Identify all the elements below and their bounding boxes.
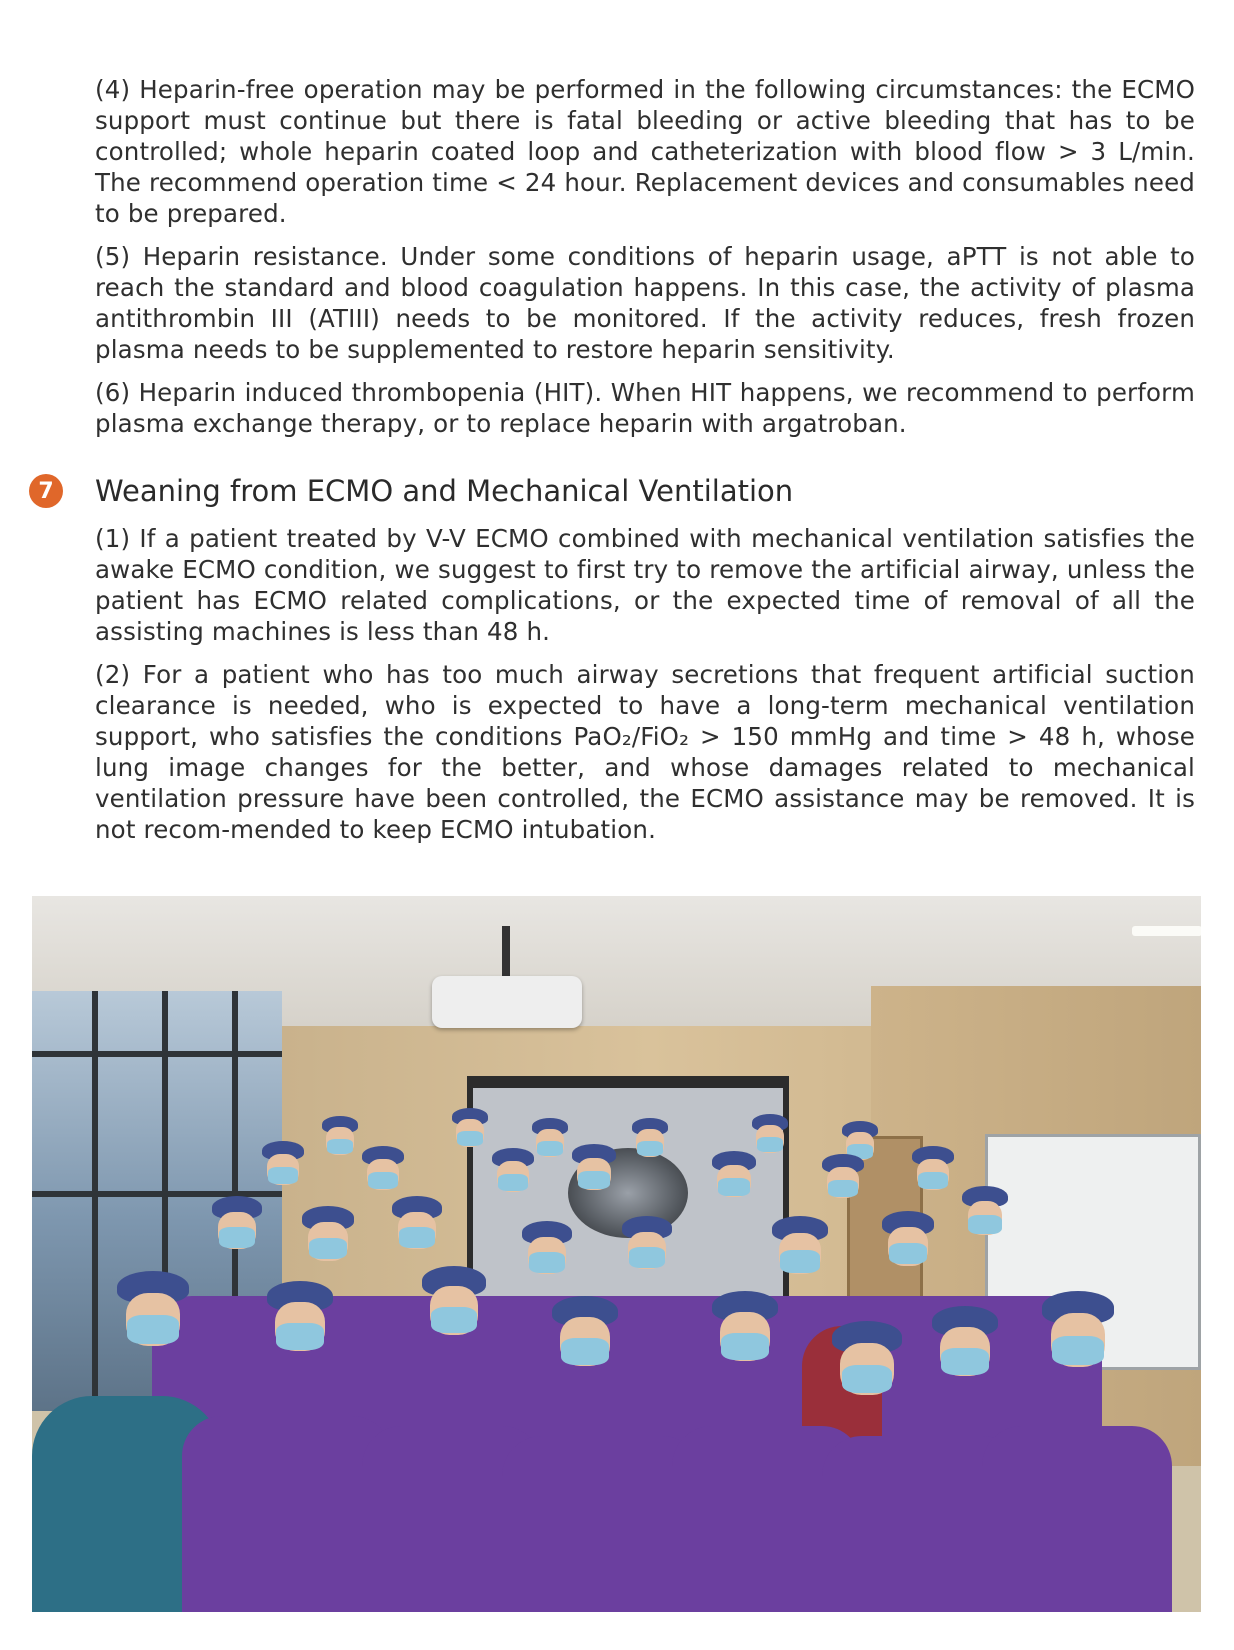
medical-team: [32, 1226, 1201, 1612]
paragraph-heparin-free: (4) Heparin-free operation may be performed in the following circumstances: the ECMO support must continue but there is fatal bleeding or active bleeding that has to be controlled; whole heparin coated loop and catheterization with blood flow > 3 L/min. The recommend operation time < 24 hour. Replacement devices and consumables need to be prepared.: [95, 75, 1195, 228]
team-photo: [32, 896, 1201, 1612]
section-title: Weaning from ECMO and Mechanical Ventilation: [95, 474, 794, 508]
paragraph-hit: (6) Heparin induced thrombopenia (HIT). When HIT happens, we recommend to perform plasma exchange therapy, or to replace heparin with argatroban.: [95, 378, 1195, 438]
projector: [432, 976, 582, 1028]
paragraph-weaning-2: (2) For a patient who has too much airway secretions that frequent artificial suction clearance is needed, who is expected to have a long-term mechanical ventilation support, who satisfies the conditions PaO₂/FiO₂ > 150 mmHg and time > 48 h, whose lung image changes for the better, and whose damages related to mechanical ventilation pressure have been controlled, the ECMO assistance may be removed. It is not recom-mended to keep ECMO intubation.: [95, 660, 1195, 844]
document-body: [38, 74, 1195, 857]
paragraph-weaning-1: (1) If a patient treated by V-V ECMO combined with mechanical ventilation satisfies the awake ECMO condition, we suggest to first try to remove the artificial airway, unless the patient has ECMO related complications, or the expected time of removal of all the assisting machines is less than 48 h.: [95, 524, 1195, 646]
projector-mount: [502, 926, 510, 981]
ceiling-light: [1132, 926, 1201, 936]
paragraph-heparin-resistance: (5) Heparin resistance. Under some conditions of heparin usage, aPTT is not able to reach the standard and blood coagulation happens. In this case, the activity of plasma antithrombin III (ATIII) needs to be monitored. If the activity reduces, fresh frozen plasma needs to be supplemented to restore heparin sensitivity.: [95, 242, 1195, 364]
section-heading: [38, 471, 1195, 511]
section-number-badge: 7: [29, 474, 63, 508]
